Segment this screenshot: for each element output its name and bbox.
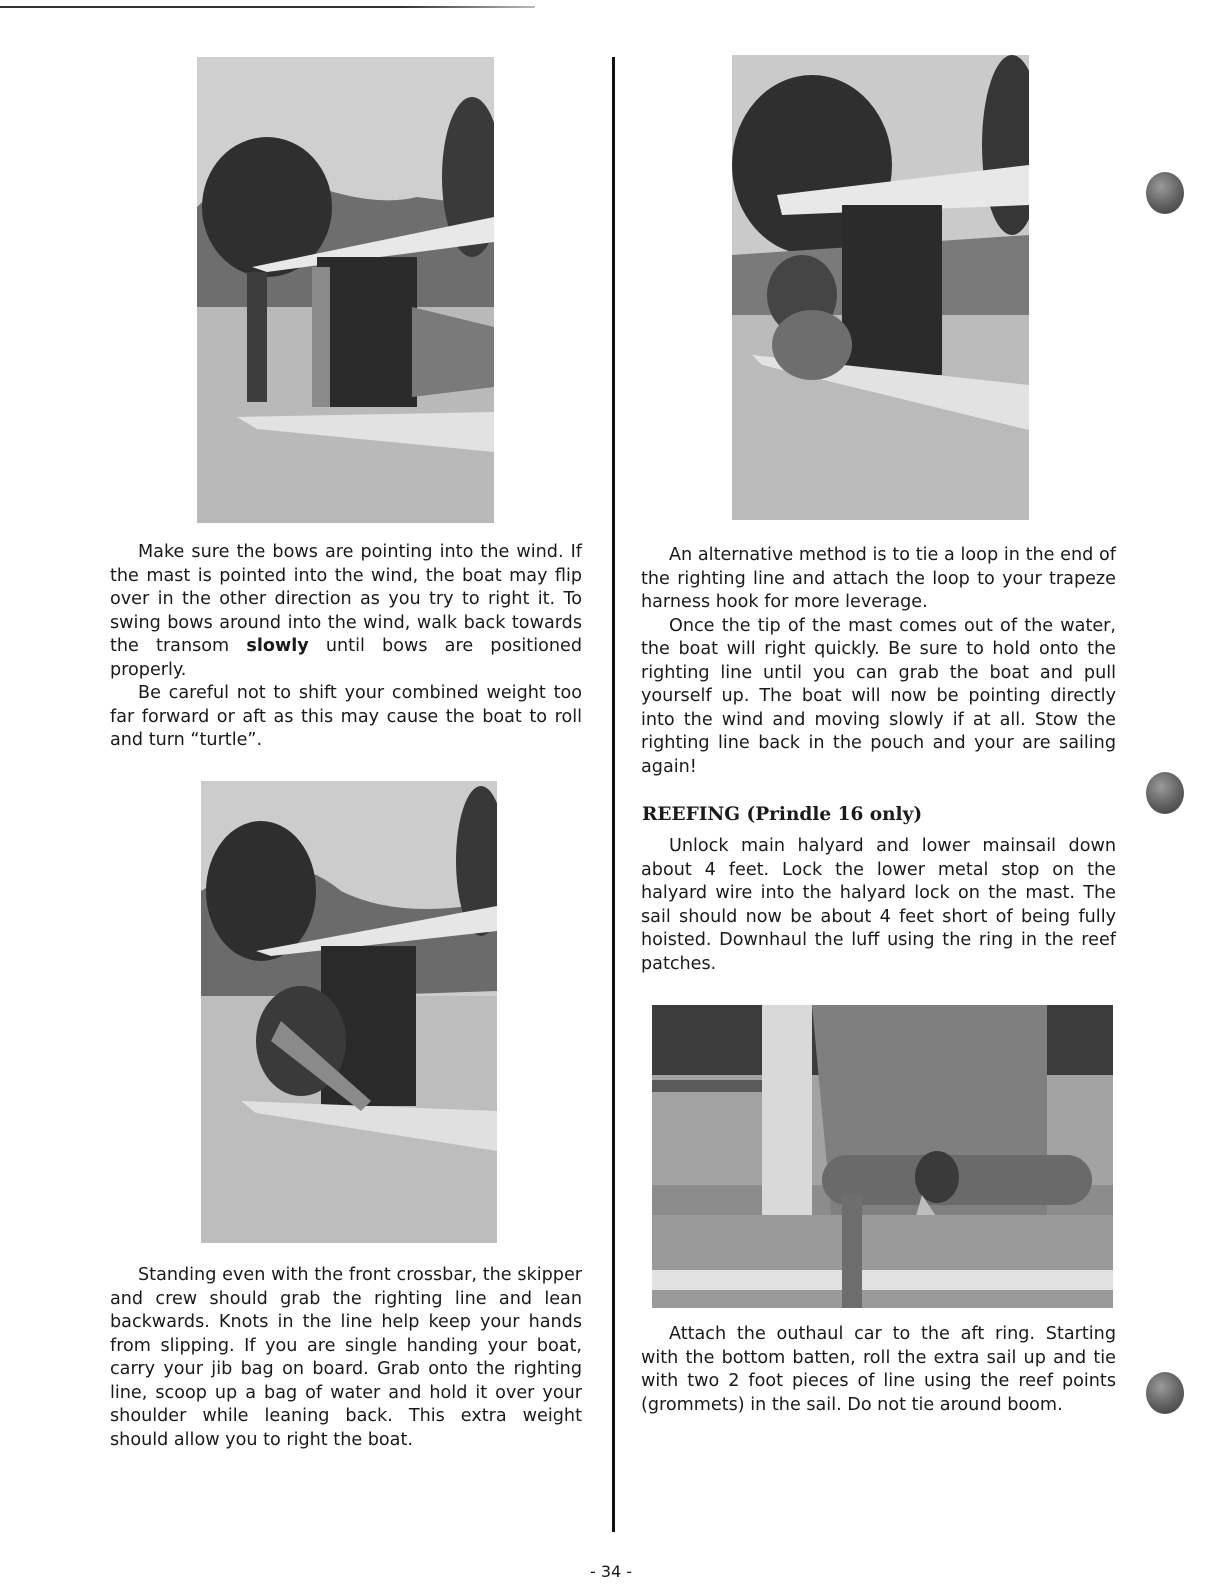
right-text-block-3 <box>641 1323 1116 1417</box>
photo-righting-line-pull <box>732 55 1029 520</box>
photo-righting-boat-leaning <box>201 781 497 1243</box>
right-text-block-1 <box>641 544 1116 779</box>
binder-hole-top <box>1146 172 1184 214</box>
right-paragraph-4: Attach the outhaul car to the aft ring. Starting with the bottom batten, roll the extra sail up and tie with two 2 foot pieces of line using the reef points (grommets) in the sail. Do not tie around boom. <box>641 1324 1116 1415</box>
top-rule <box>0 6 535 8</box>
binder-hole-middle <box>1146 772 1184 814</box>
left-text-block-1 <box>110 541 582 753</box>
left-paragraph-2: Be careful not to shift your combined weight too far forward or aft as this may cause the boat to roll and turn “turtle”. <box>110 683 582 750</box>
photo-capsized-boat-standing <box>197 57 494 523</box>
left-paragraph-3: Standing even with the front crossbar, the skipper and crew should grab the righting line and lean backwards. Knots in the line help keep your hands from slipping. If you are single handing your boat, carry your jib bag on board. Grab onto the righting line, scoop up a bag of water and hold it over your shoulder while leaning back. This extra weight should allow you to right the boat. <box>110 1265 582 1450</box>
column-divider <box>612 57 615 1532</box>
right-paragraph-3: Unlock main halyard and lower mainsail down about 4 feet. Lock the lower metal stop on the halyard wire into the halyard lock on the mast. The sail should now be about 4 feet short of being fully hoisted. Downhaul the luff using the ring in the reef patches. <box>641 836 1116 974</box>
page-number: - 34 - <box>590 1562 633 1581</box>
right-paragraph-1: An alternative method is to tie a loop in the end of the righting line and attach the loop to your trapeze harness hook for more leverage. <box>641 545 1116 612</box>
left-paragraph-1: Make sure the bows are pointing into the wind. If the mast is pointed into the wind, the boat may flip over in the other direction as you try to right it. To swing bows around into the wind, walk back towards the transom slowly until bows are positioned properly. <box>110 542 582 680</box>
right-text-block-2 <box>641 835 1116 976</box>
photo-reefed-sail <box>652 1005 1113 1308</box>
reefing-heading: REEFING (Prindle 16 only) <box>642 804 923 825</box>
binder-hole-bottom <box>1146 1372 1184 1414</box>
right-paragraph-2: Once the tip of the mast comes out of the water, the boat will right quickly. Be sure to hold onto the righting line until you can grab the boat and pull yourself up. The boat will now be pointing directly into the wind and moving slowly if at all. Stow the righting line back in the pouch and your are sailing again! <box>641 615 1116 777</box>
left-text-block-2 <box>110 1264 582 1452</box>
